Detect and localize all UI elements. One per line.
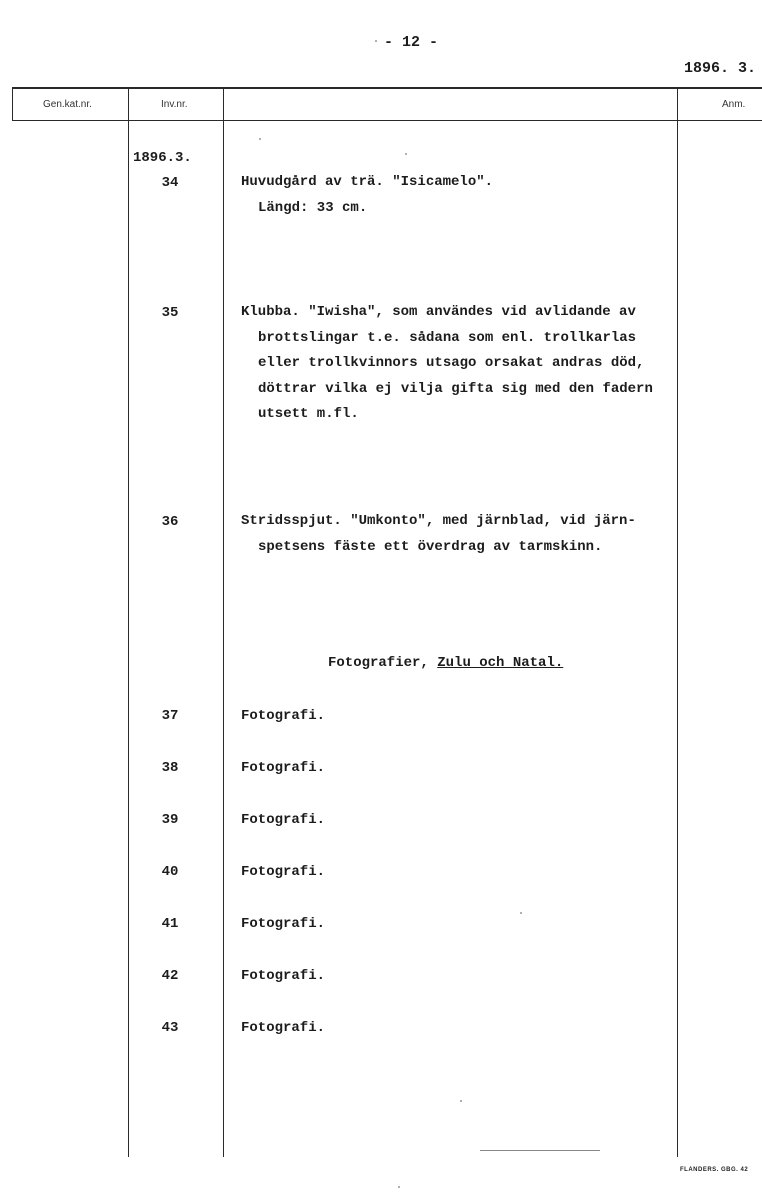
entry-number: 36 — [161, 514, 179, 530]
entry-line: utsett m.fl. — [258, 406, 359, 422]
photo-number: 41 — [161, 916, 179, 932]
scan-speck — [520, 912, 522, 914]
entry-line: brottslingar t.e. sådana som enl. trollkarlas — [258, 329, 637, 346]
column-divider-left — [128, 87, 129, 1157]
table-header-rule — [12, 120, 762, 121]
photo-number: 39 — [161, 812, 179, 828]
section-heading-prefix: Fotografier, — [328, 655, 429, 671]
table-top-rule — [12, 87, 762, 89]
photo-label: Fotografi. — [241, 864, 326, 880]
entry-line: Huvudgård av trä. "Isicamelo". — [241, 174, 494, 190]
column-divider-anm — [677, 87, 678, 1157]
entry-line: eller trollkvinnors utsago orsakat andras död, — [258, 355, 645, 371]
entry-line: spetsens fäste ett överdrag av tarmskinn. — [258, 538, 603, 555]
section-heading-underlined: Zulu och Natal. — [437, 655, 564, 671]
photo-number: 37 — [161, 708, 179, 724]
group-number: 1896.3. — [133, 150, 192, 166]
entry-number: 35 — [161, 305, 179, 321]
page-number: - 12 - — [384, 34, 439, 51]
photo-label: Fotografi. — [241, 916, 326, 932]
scan-speck — [405, 153, 407, 155]
photo-label: Fotografi. — [241, 812, 326, 828]
entry-line: Stridsspjut. "Umkonto", med järnblad, vid järn- — [241, 513, 636, 529]
photo-label: Fotografi. — [241, 968, 326, 984]
entry-description — [241, 300, 653, 428]
column-header-gen-kat: Gen.kat.nr. — [43, 99, 92, 110]
column-divider-inv — [223, 87, 224, 1157]
photo-label: Fotografi. — [241, 708, 326, 724]
photo-number: 42 — [161, 968, 179, 984]
scan-speck — [259, 138, 261, 140]
photo-number: 43 — [161, 1020, 179, 1036]
entry-line: döttrar vilka ej vilja gifta sig med den fadern — [258, 380, 653, 397]
entry-number: 34 — [161, 175, 179, 191]
scan-speck — [375, 40, 377, 42]
photo-number: 38 — [161, 760, 179, 776]
column-header-inv: Inv.nr. — [161, 99, 188, 110]
entry-description — [241, 170, 493, 221]
header-accession: 1896. 3. — [684, 60, 757, 77]
section-heading — [328, 655, 563, 671]
printer-mark: FLANDERS. GBG. 42 — [680, 1167, 749, 1173]
photo-label: Fotografi. — [241, 1020, 326, 1036]
scan-speck — [398, 1186, 400, 1188]
entry-line: Längd: 33 cm. — [258, 199, 368, 216]
table-left-edge — [12, 87, 13, 121]
column-header-anm: Anm. — [722, 99, 746, 110]
entry-line: Klubba. "Iwisha", som användes vid avlidande av — [241, 304, 636, 320]
entry-description — [241, 509, 636, 560]
bottom-faint-rule — [480, 1150, 600, 1151]
photo-number: 40 — [161, 864, 179, 880]
scan-speck — [460, 1100, 462, 1102]
photo-label: Fotografi. — [241, 760, 326, 776]
